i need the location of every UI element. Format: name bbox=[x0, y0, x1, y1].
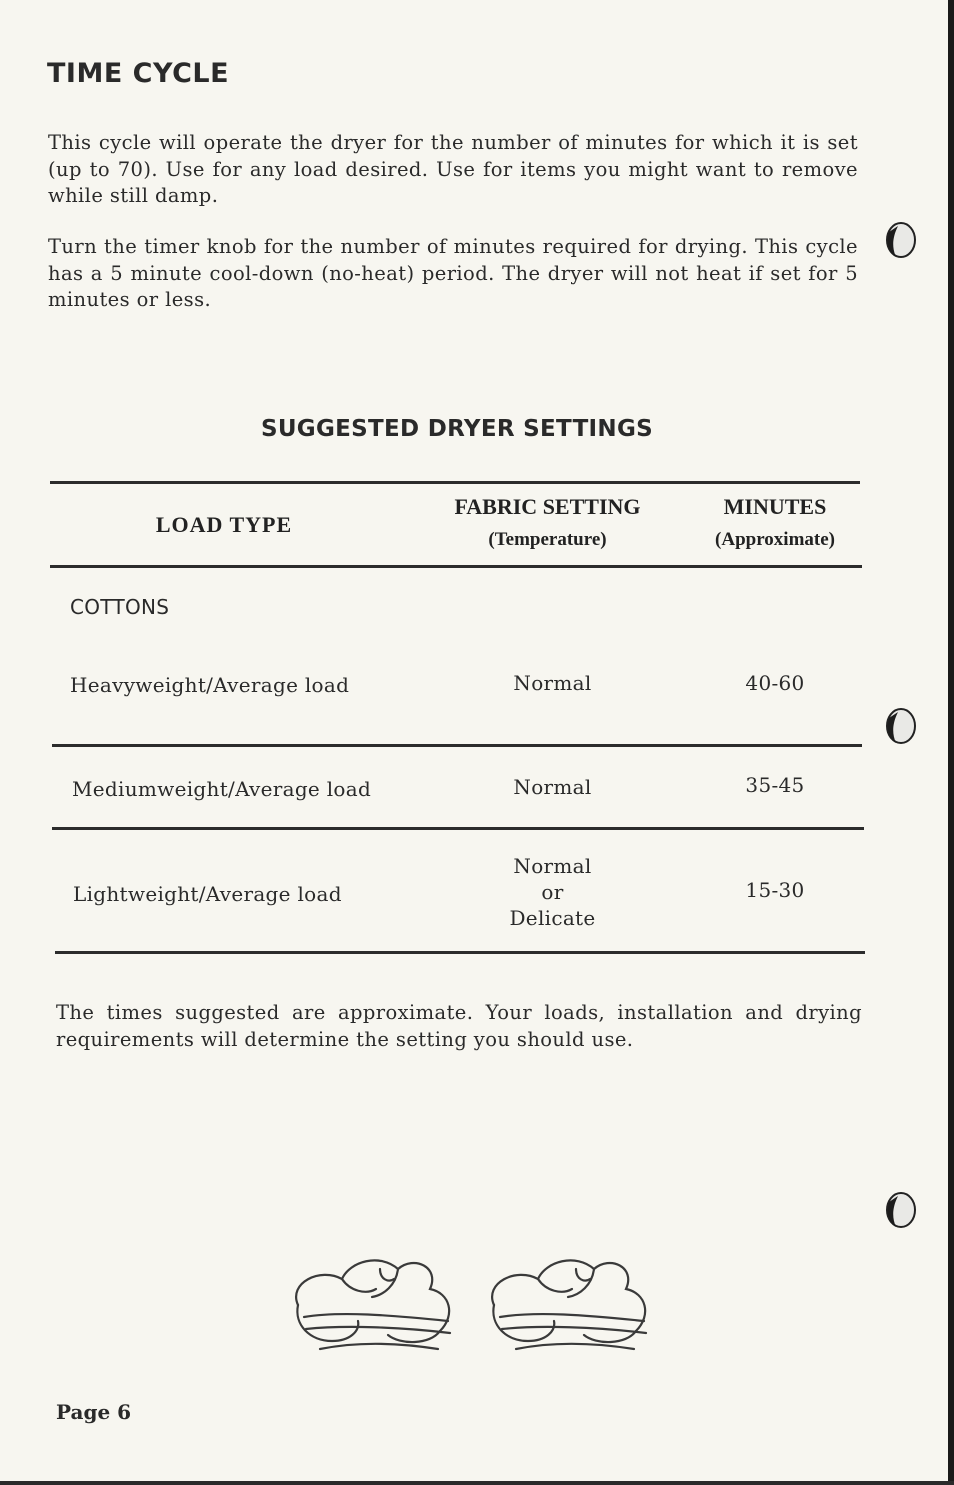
category-label: COTTONS bbox=[70, 595, 170, 619]
table-top-rule bbox=[50, 481, 860, 484]
row-load-type: Lightweight/Average load bbox=[73, 882, 342, 906]
header-fabric-setting-sub: (Temperature) bbox=[488, 529, 607, 550]
page-edge-shadow bbox=[948, 0, 954, 1485]
fabric-option: Delicate bbox=[509, 906, 596, 930]
section-title: TIME CYCLE bbox=[47, 58, 230, 89]
row-rule bbox=[52, 827, 864, 830]
table-bottom-rule bbox=[55, 951, 865, 954]
scroll-ornament-icon bbox=[280, 1245, 660, 1370]
binder-hole-icon bbox=[884, 1190, 918, 1230]
binder-hole-icon bbox=[884, 706, 918, 746]
page-number: Page 6 bbox=[56, 1400, 132, 1424]
closing-paragraph: The times suggested are approximate. Your loads, installation and drying requirements will determine the setting you should use. bbox=[56, 1001, 862, 1051]
header-minutes-sub: (Approximate) bbox=[715, 529, 835, 550]
header-fabric-setting: FABRIC SETTING bbox=[454, 494, 641, 519]
row-fabric-setting: Normal bbox=[513, 671, 592, 695]
header-bottom-rule bbox=[50, 565, 862, 568]
row-minutes: 40-60 bbox=[745, 671, 805, 695]
row-fabric-setting bbox=[470, 853, 635, 931]
page-bottom-edge bbox=[0, 1481, 954, 1485]
binder-hole-icon bbox=[884, 220, 918, 260]
row-rule bbox=[52, 744, 862, 747]
row-load-type: Heavyweight/Average load bbox=[70, 673, 350, 697]
row-minutes: 35-45 bbox=[745, 773, 805, 797]
row-fabric-setting: Normal bbox=[513, 775, 592, 799]
table-title: SUGGESTED DRYER SETTINGS bbox=[260, 416, 654, 442]
header-load-type: LOAD TYPE bbox=[155, 512, 293, 537]
intro-paragraph: This cycle will operate the dryer for the number of minutes for which it is set (up to 70). Use for any load desired. Use for items you might want to remove while still damp. bbox=[48, 131, 858, 207]
fabric-option-connector: or bbox=[541, 880, 564, 904]
timer-paragraph: Turn the timer knob for the number of minutes required for drying. This cycle has a 5 minute cool-down (no-heat) period. The dryer will not heat if set for 5 minutes or less. bbox=[48, 235, 858, 311]
row-minutes: 15-30 bbox=[745, 878, 805, 902]
fabric-option: Normal bbox=[513, 854, 592, 878]
header-minutes: MINUTES bbox=[723, 494, 827, 519]
row-load-type: Mediumweight/Average load bbox=[72, 777, 372, 801]
